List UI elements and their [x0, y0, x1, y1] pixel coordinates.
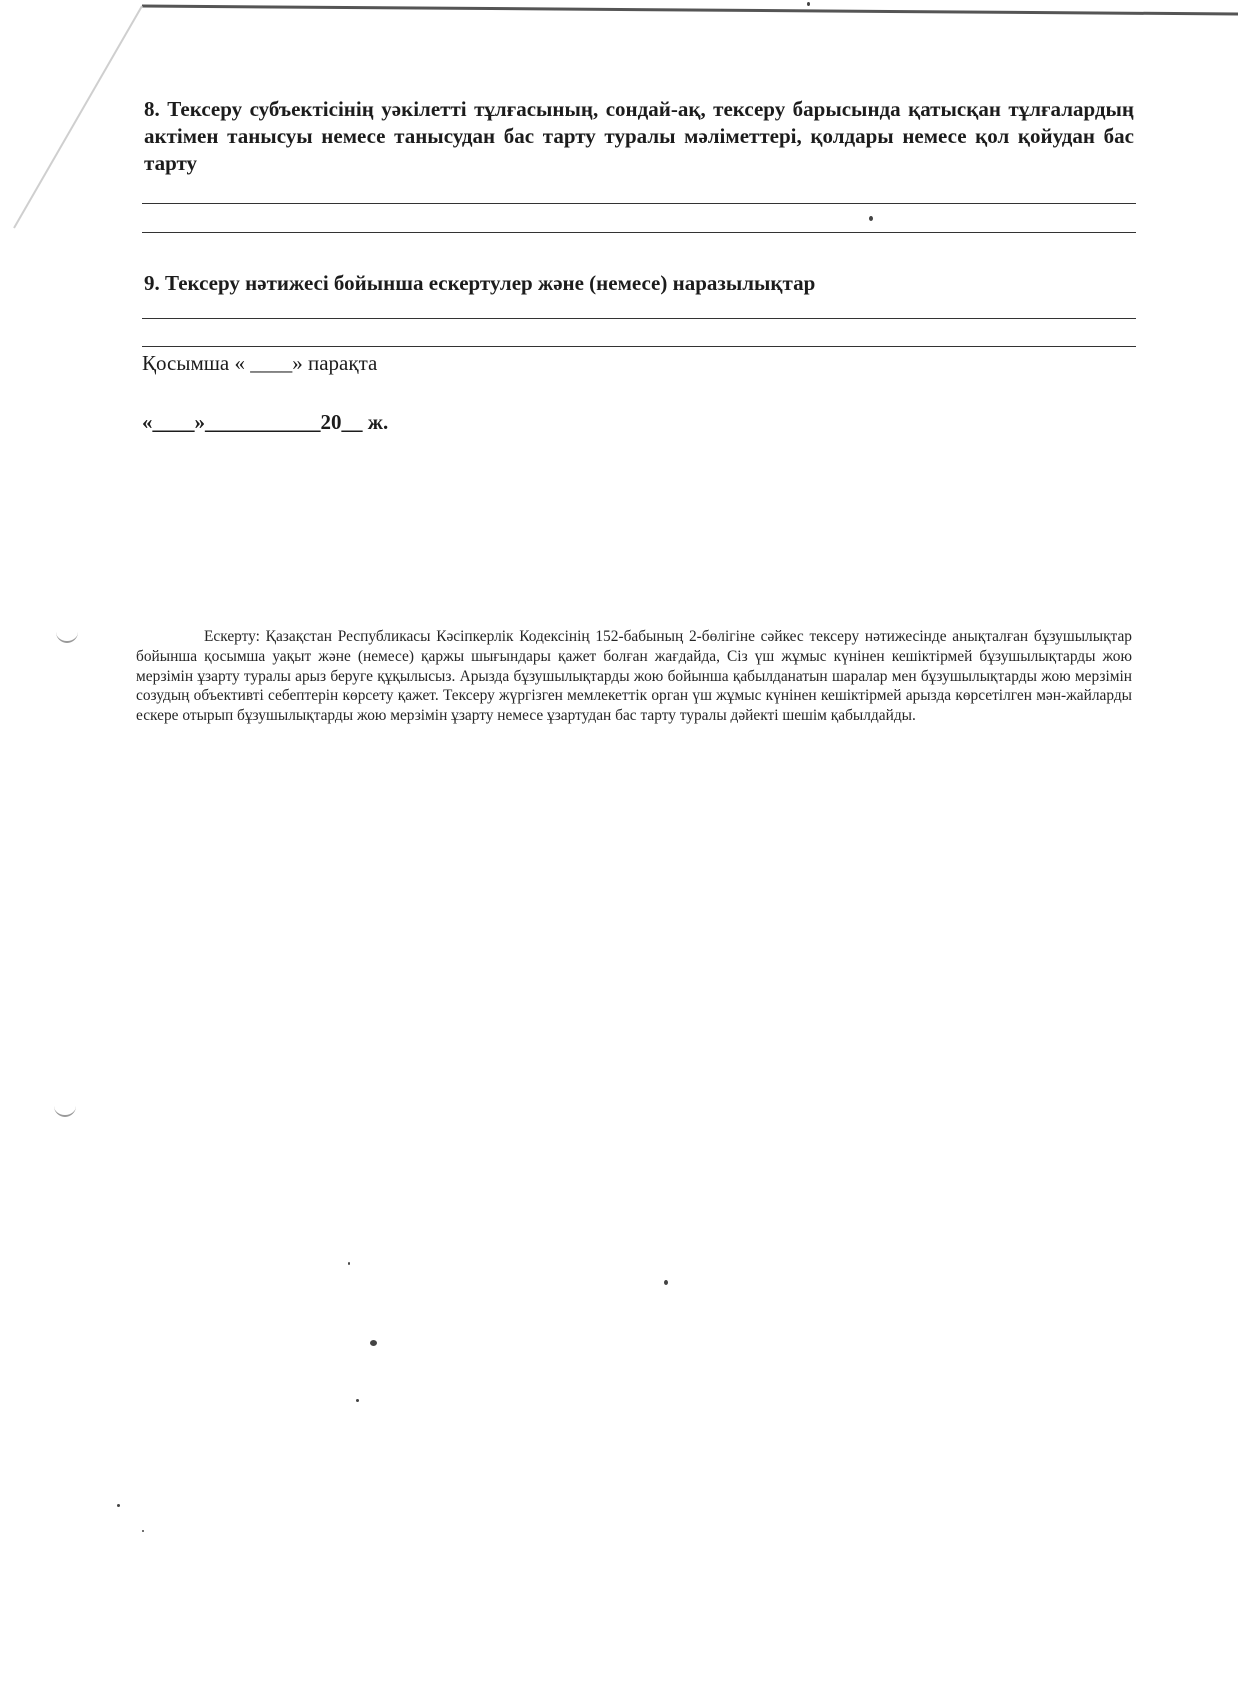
scan-speck [869, 216, 873, 221]
scan-speck [142, 1530, 144, 1532]
punch-hole-mark [54, 1101, 76, 1117]
scan-speck [117, 1504, 120, 1507]
section-8-line-1 [142, 203, 1136, 204]
scan-speck [807, 2, 810, 6]
note-paragraph: Ескерту: Қазақстан Республикасы Кәсіпкерлік Кодексінің 152-бабының 2-бөлігіне сәйкес тексеру нәтижесінде анықталған бұзушылықтар бойынша қосымша уақыт және (немесе) қаржы шығындары қажет болған жағдайда, Сіз үш жұмыс күнінен кешіктірмей бұзушылықтарды жою мерзімін ұзарту туралы арыз беруге құқылысыз. Арызда бұзушылықтарды жою бойынша қабылданатын шаралар мен бұзушылықтарды жою мерзімін созудың объективті себептерін көрсету қажет. Тексеру жүргізген мемлекеттік орган үш жұмыс күнінен кешіктірмей арызда көрсетілген мән-жайларды ескере отырып бұзушылықтарды жою мерзімін ұзарту немесе ұзартудан бас тарту туралы дәйекті шешім қабылдайды. [136, 628, 1132, 725]
section-9-heading: 9. Тексеру нәтижесі бойынша ескертулер және (немесе) наразылықтар [144, 271, 816, 295]
scan-speck [370, 1340, 377, 1346]
scan-speck [664, 1280, 668, 1285]
section-9-line-1 [142, 318, 1136, 319]
section-8-heading: 8. Тексеру субъектісінің уәкілетті тұлғасының, сондай-ақ, тексеру барысында қатысқан тұлғалардың актімен танысуы немесе танысудан бас тарту туралы мәліметтері, қолдары немесе қол қойудан бас тарту [144, 97, 1134, 175]
attachment-pages-line: Қосымша « ____» парақта [142, 351, 378, 375]
scan-speck [356, 1399, 359, 1402]
date-line: «____»___________20__ ж. [142, 410, 389, 434]
scan-speck [348, 1262, 350, 1265]
punch-hole-mark [56, 627, 78, 643]
section-9-line-2 [142, 346, 1136, 347]
section-8-line-2 [142, 232, 1136, 233]
